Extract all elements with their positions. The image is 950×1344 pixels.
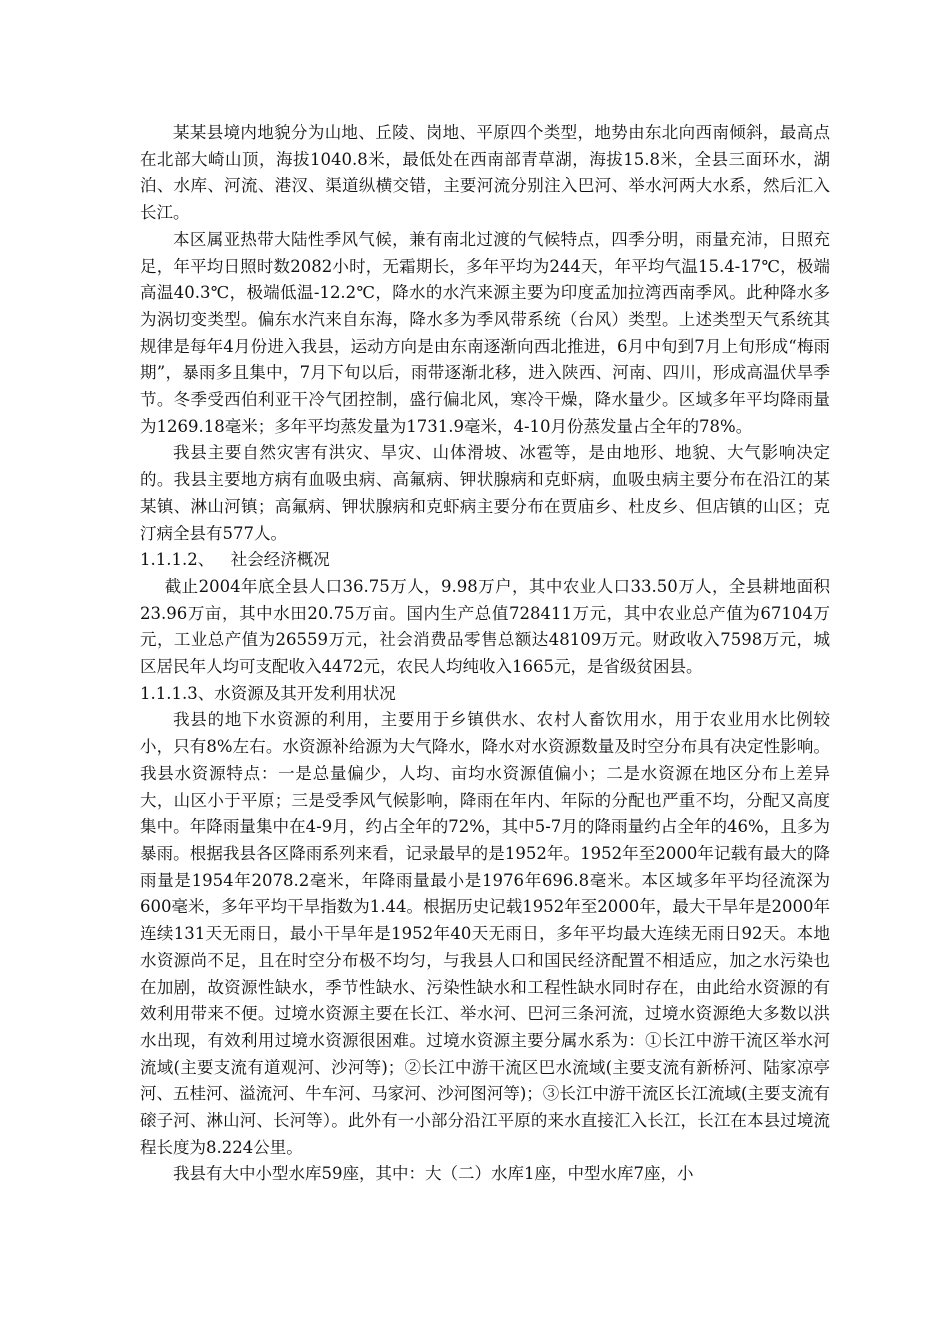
paragraph-terrain: 某某县境内地貌分为山地、丘陵、岗地、平原四个类型，地势由东北向西南倾斜，最高点在北部大崎山顶，海拔1040.8米，最低处在西南部青草湖，海拔15.8米，全县三面环水，湖泊、水库、河流、港汊、渠道纵横交错，主要河流分别注入巴河、举水河两大水系，然后汇入长江。 — [140, 123, 830, 223]
section-number: 1.1.1.2、 — [140, 550, 215, 570]
paragraph-reservoirs: 我县有大中小型水库59座，其中：大（二）水库1座，中型水库7座，小 — [173, 1164, 694, 1184]
paragraph-disasters: 我县主要自然灾害有洪灾、旱灾、山体滑坡、冰雹等，是由地形、地貌、大气影响决定的。我县主要地方病有血吸虫病、高氟病、钾状腺病和克虾病，血吸虫病主要分布在沿江的某某镇、淋山河镇；高氟病、钾状腺病和克虾病主要分布在贾庙乡、杜皮乡、但店镇的山区；克汀病全县有577人。 — [140, 443, 830, 543]
paragraph-climate: 本区属亚热带大陆性季风气候，兼有南北过渡的气候特点，四季分明，雨量充沛，日照充足，年平均日照时数2082小时，无霜期长，多年平均为244天，年平均气温15.4-17℃，极端高温40.3℃，极端低温-12.2℃，降水的水汽来源主要为印度孟加拉湾西南季风。此种降水多为涡切变类型。偏东水汽来自东海，降水多为季风带系统（台风）类型。上述类型天气系统其规律是每年4月份进入我县，运动方向是由东南逐渐向西北推进，6月中旬到7月上旬形成“梅雨期”，暴雨多且集中，7月下旬以后，雨带逐渐北移，进入陕西、河南、四川，形成高温伏旱季节。冬季受西伯利亚干冷气团控制，盛行偏北风，寒冷干燥，降水量少。区域多年平均降雨量为1269.18毫米；多年平均蒸发量为1731.9毫米，4-10月份蒸发量占全年的78%。 — [140, 229, 830, 436]
section-title: 社会经济概况 — [230, 550, 330, 570]
paragraph-water-resources: 我县的地下水资源的利用，主要用于乡镇供水、农村人畜饮用水，用于农业用水比例较小，只有8%左右。水资源补给源为大气降水，降水对水资源数量及时空分布具有决定性影响。我县水资源特点：一是总量偏少，人均、亩均水资源值偏小；二是水资源在地区分布上差异大，山区小于平原；三是受季风气候影响，降雨在年内、年际的分配也严重不均，分配又高度集中。年降雨量集中在4-9月，约占全年的72%，其中5-7月的降雨量约占全年的46%，且多为暴雨。根据我县各区降雨系列来看，记录最早的是1952年。1952年至2000年记载有最大的降雨量是1954年2078.2毫米，年降雨量最小是1976年696.8毫米。本区域多年平均径流深为600毫米，多年平均干旱指数为1.44。根据历史记载1952年至2000年，最大干旱年是2000年连续131天无雨日，最小干旱年是1952年40天无雨日，多年平均最大连续无雨日92天。本地水资源尚不足，且在时空分布极不均匀，与我县人口和国民经济配置不相适应，加之水污染也在加剧，故资源性缺水，季节性缺水、污染性缺水和工程性缺水同时存在，由此给水资源的有效利用带来不便。过境水资源主要在长江、举水河、巴河三条河流，过境水资源绝大多数以洪水出现，有效利用过境水资源很困难。过境水资源主要分属水系为：①长江中游干流区举水河流域(主要支流有道观河、沙河等)；②长江中游干流区巴水流域(主要支流有新桥河、陆家凉亭河、五桂河、溢流河、牛车河、马家河、沙河图河等)；③长江中游干流区长江流域(主要支流有磙子河、淋山河、长河等）。此外有一小部分沿江平原的来水直接汇入长江，长江在本县过境流程长度为8.224公里。 — [140, 710, 830, 1157]
paragraph-economy: 截止2004年底全县人口36.75万人，9.98万户，其中农业人口33.50万人，全县耕地面积23.96万亩，其中水田20.75万亩。国内生产总值728411万元，其中农业总产值为67104万元，工业总产值为26559万元，社会消费品零售总额达48109万元。财政收入7598万元，城区居民年人均可支配收入4472元，农民人均纯收入1665元，是省级贫困县。 — [140, 576, 830, 677]
document-page — [140, 120, 830, 1188]
section-heading-water: 1.1.1.3、水资源及其开发利用状况 — [140, 683, 396, 703]
section-heading-economy — [140, 547, 830, 574]
